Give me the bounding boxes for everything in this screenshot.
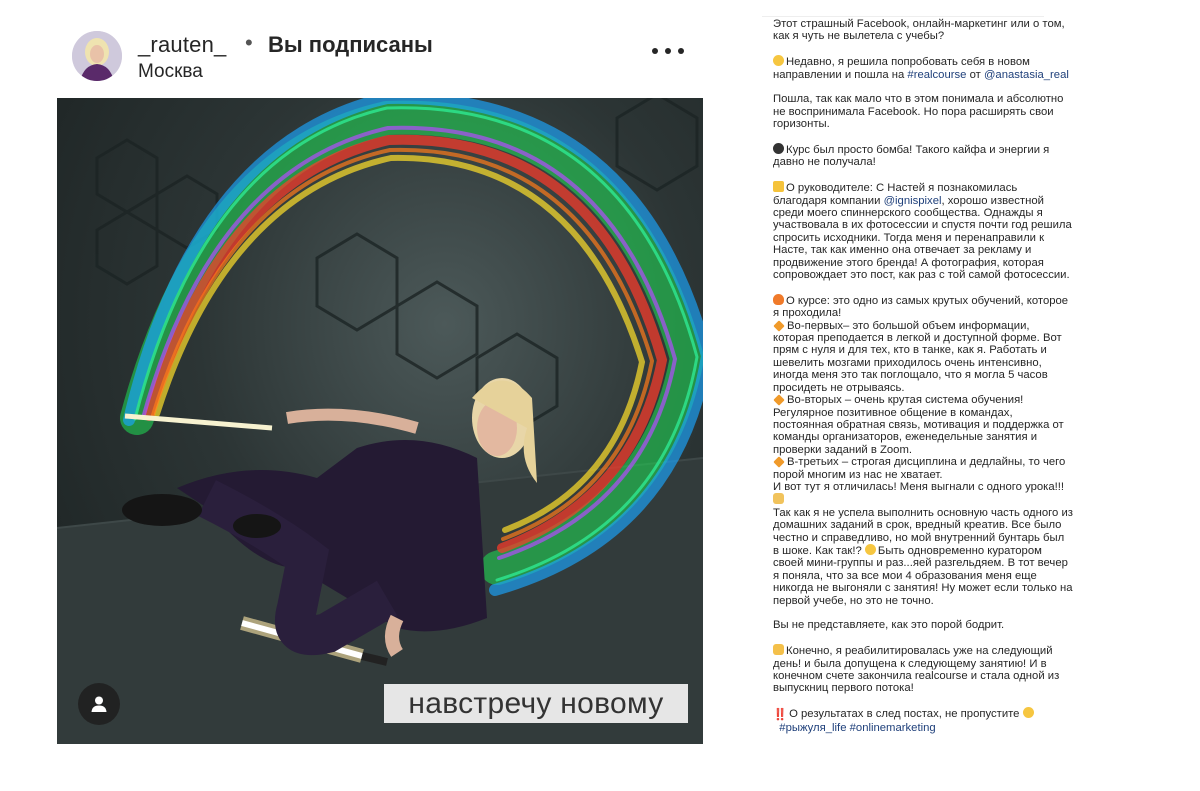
caption-paragraph — [773, 55, 1073, 81]
caption-text: О руководителе: С Настей я познакомилась благодаря компании — [773, 182, 1018, 207]
caption-text: В-третьих – строгая дисциплина и дедлайны, то чего порой многим из нас не хватает. — [773, 456, 1066, 481]
caption-text: И вот тут я отличилась! Меня выгнали с одного урока!!! — [773, 480, 1065, 493]
smile-emoji-icon — [773, 55, 784, 66]
caption-text: Во-вторых – очень крутая система обучения! Регулярное позитивное общение в командах, постоянная обратная связь, мотивация и поддержка от команды организаторов, еженедельные занятия и проверки заданий в Zoom. — [773, 394, 1064, 456]
person-emoji-icon — [773, 493, 784, 504]
caption-text: Конечно, я реабилитировалась уже на следующий день! и была допущена к следующему занятию! И в конечном счете закончила realcourse и стала одной из выпускниц первого потока! — [773, 645, 1060, 695]
caption-text: Так как я не успела выполнить основную часть одного из домашних заданий в срок, вредный креатив. Все было честно и справедливо, но мой внутренний бунтарь был в шоке. Как так!? — [773, 506, 1073, 557]
caption-paragraph: Пошла, так как мало что в этом понимала и абсолютно не воспринимала Facebook. Но пора расширять свои горизонты. — [773, 93, 1064, 131]
surprised-emoji-icon — [865, 544, 876, 555]
mention-ignispixel-link[interactable]: @ignispixel — [883, 194, 942, 207]
caption-text: О результатах в след постах, не пропустите — [789, 708, 1020, 721]
caption-text: от — [966, 68, 984, 81]
caption-paragraph: Вы не представляете, как это порой бодрит. — [773, 619, 1005, 632]
photo-overlay-caption: навстречу новому — [384, 684, 688, 723]
orange-diamond-emoji-icon — [773, 456, 784, 467]
caption-paragraph — [773, 707, 1073, 734]
avatar-image — [72, 31, 122, 81]
username[interactable]: _rauten_ — [138, 32, 227, 57]
location-link[interactable]: Москва — [138, 61, 203, 82]
caption-divider — [762, 16, 1044, 17]
caption-text: , хорошо известной среди моего спиннерского сообщества. Однажды я участвовала в их фотосессии и спустя почти год решила спросить исходники. Тогда меня и перенаправили к Насте, так как именно она отвечает за рекламу и продвижение этого бренда! А фотография, которая сопровождает это пост, как раз с той самой фотосессии. — [773, 194, 1072, 282]
thumbs-up-emoji-icon — [773, 644, 784, 655]
orange-diamond-emoji-icon — [773, 394, 784, 405]
caption-paragraph — [773, 181, 1073, 281]
caption-text: О курсе: это одно из самых крутых обучений, которое я проходила! — [773, 294, 1069, 320]
hashtag-realcourse-link[interactable]: #realcourse — [907, 68, 967, 81]
kiss-emoji-icon — [1023, 707, 1034, 718]
avatar[interactable] — [72, 31, 122, 81]
caption-paragraph — [773, 143, 1073, 169]
bomb-emoji-icon — [773, 143, 784, 154]
caption-paragraph — [773, 644, 1073, 695]
person-icon — [90, 695, 108, 713]
more-dot-icon — [652, 48, 658, 54]
more-dot-icon — [678, 48, 684, 54]
caption-text: Быть одновременно куратором своей мини-группы и раз...яей разгельдяем. В тот вечер я поняла, что за все мои 4 образования меня еще никогда не выгоняли с занятия! Ну может если только на первой учебе, но это не точно. — [773, 544, 1073, 607]
post-photo[interactable] — [57, 98, 703, 744]
caption-text: Курс был просто бомба! Такого кайфа и энергии я давно не получала! — [773, 144, 1050, 169]
caption-paragraph — [773, 294, 1073, 607]
user-tags-button[interactable] — [78, 683, 120, 725]
caption-text: Во-первых– это большой объем информации, которая преподается в легкой и доступной форме. Вот прям с нуля и для тех, кто в танке, как я. Работать и шевелить мозгами приходилось очень интенсивно, иногда меня это так поглощало, что я могла 5 часов просидеть не отрываясь. — [773, 319, 1062, 394]
caption-text: Недавно, я решила попробовать себя в новом направлении и пошла на — [773, 56, 1030, 81]
more-dot-icon — [665, 48, 671, 54]
orange-diamond-emoji-icon — [773, 320, 784, 331]
follow-status-button[interactable]: Вы подписаны — [268, 32, 433, 57]
caption-paragraph: Этот страшный Facebook, онлайн-маркетинг или о том, как я чуть не вылетела с учебы? — [773, 18, 1065, 43]
header-separator: • — [245, 30, 253, 55]
hashtags-link[interactable]: #рыжуля_life #onlinemarketing — [779, 721, 936, 734]
mention-anastasia-real-link[interactable]: @anastasia_real — [983, 68, 1069, 81]
double-exclamation-emoji-icon: ‼️ — [773, 709, 788, 722]
more-options-button[interactable] — [652, 40, 684, 62]
star-emoji-icon — [773, 181, 784, 192]
post-caption — [773, 18, 1073, 734]
photo-illustration — [57, 98, 703, 744]
fire-emoji-icon — [773, 294, 784, 305]
